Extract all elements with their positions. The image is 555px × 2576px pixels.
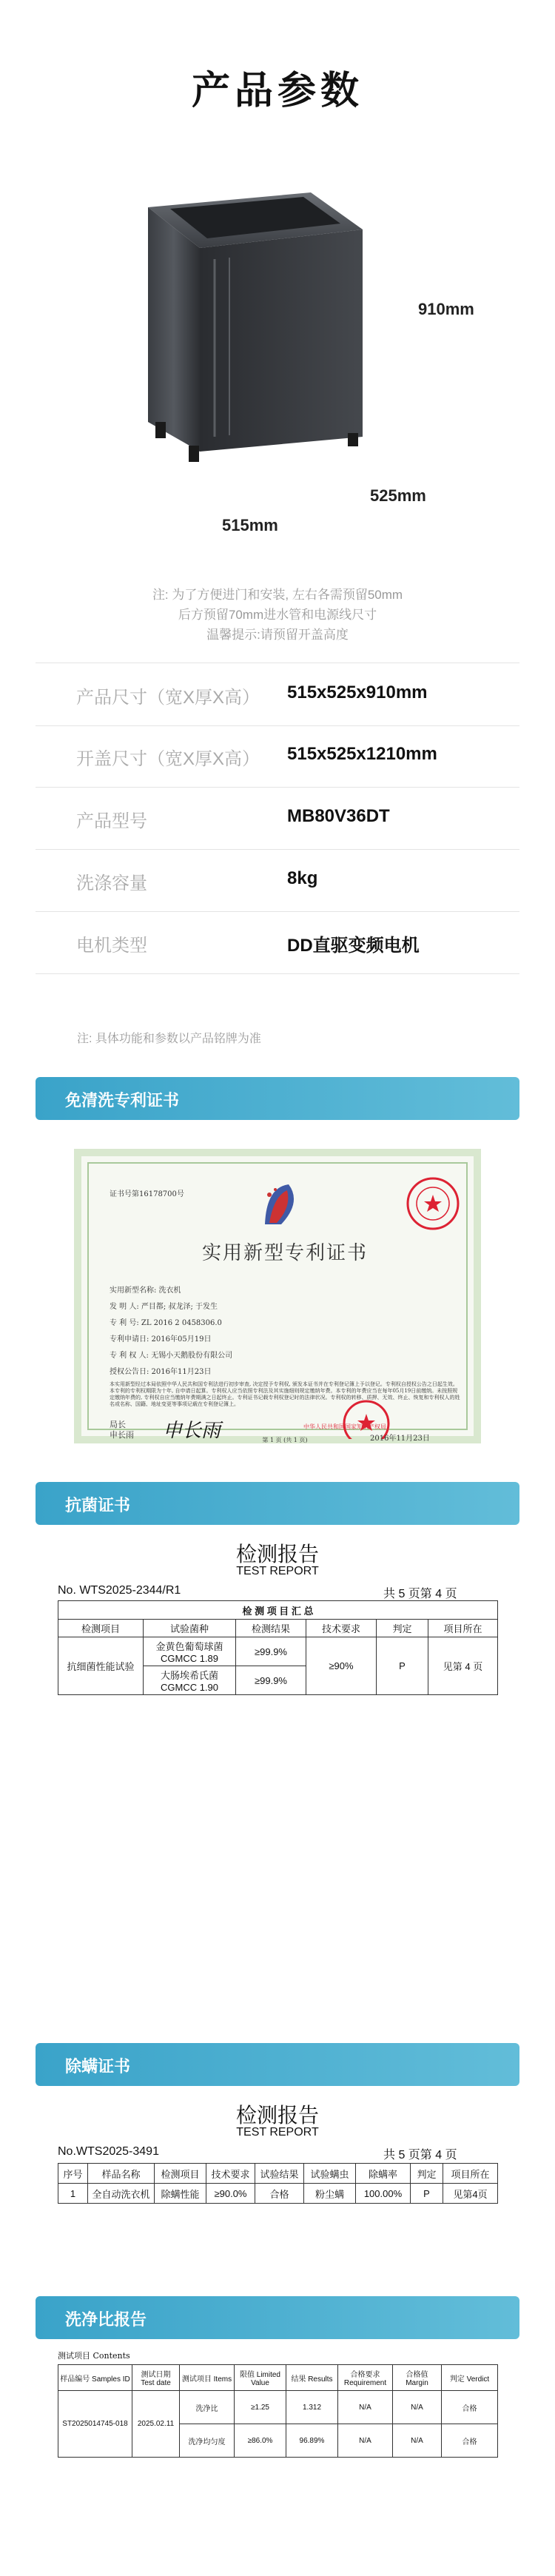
height-dimension: 910mm <box>418 300 474 318</box>
table-cell: 96.89% <box>286 2424 338 2458</box>
table-header: 判定 <box>411 2164 443 2184</box>
table-cell: 合格 <box>442 2424 498 2458</box>
table-header: 技术要求 <box>306 1620 377 1637</box>
table-cell: ≥86.0% <box>235 2424 286 2458</box>
specs-footnote: 注: 具体功能和参数以产品铭牌为准 <box>77 1033 261 1045</box>
table-header: 技术要求 <box>206 2164 255 2184</box>
table-header: 样品编号 Samples ID <box>58 2365 132 2391</box>
section-bar-antibacterial <box>36 1482 519 1525</box>
cert-line: 授权公告日: 2016年11月23日 <box>110 1368 212 1376</box>
table-cell: 2025.02.11 <box>132 2391 180 2458</box>
table-header: 合格要求 Requirement <box>338 2365 393 2391</box>
mite-table <box>58 2163 498 2204</box>
spec-row <box>36 911 519 974</box>
table-cell: 洗净均匀度 <box>180 2424 235 2458</box>
cert-line: 专利申请日: 2016年05月19日 <box>110 1335 212 1344</box>
spec-row <box>36 787 519 850</box>
cert-page: 第 1 页 (共 1 页) <box>262 1437 308 1443</box>
signature: 申长雨 <box>163 1420 221 1442</box>
table-cell: 见第4页 <box>443 2184 498 2204</box>
width-dimension: 515mm <box>222 516 278 534</box>
depth-dimension: 525mm <box>370 486 426 505</box>
spec-label: 产品尺寸（宽X厚X高） <box>76 688 260 708</box>
install-note-1: 注: 为了方便进门和安装, 左右各需预留50mm <box>152 588 403 602</box>
cert-border <box>87 1162 468 1443</box>
table-header: 判定 Verdict <box>442 2365 498 2391</box>
cert-line: 发 明 人: 严目都; 叔龙泽; 于发生 <box>110 1303 218 1311</box>
spec-label: 洗涤容量 <box>76 873 147 893</box>
antibacterial-report <box>36 1532 519 1693</box>
spec-value: MB80V36DT <box>287 806 390 826</box>
table-header: 试验菌种 <box>144 1620 236 1637</box>
page-title: 产品参数 <box>191 70 363 113</box>
table-header: 样品名称 <box>88 2164 155 2184</box>
table-header: 测试日期 Test date <box>132 2365 180 2391</box>
table-header: 检测结果 <box>236 1620 306 1637</box>
section-bar-patent <box>36 1077 519 1120</box>
table-cell: 1 <box>58 2184 88 2204</box>
cert-title: 实用新型专利证书 <box>201 1242 368 1264</box>
table-cell: N/A <box>338 2391 393 2424</box>
cert-number: 证书号第16178700号 <box>110 1190 184 1198</box>
table-cell: 除螨性能 <box>155 2184 206 2204</box>
report-subtitle: TEST REPORT <box>236 2126 319 2139</box>
spec-row <box>36 725 519 788</box>
table-cell: 全自动洗衣机 <box>88 2184 155 2204</box>
clean-table <box>58 2364 498 2458</box>
install-note-2: 后方预留70mm进水管和电源线尺寸 <box>178 608 377 622</box>
table-header: 序号 <box>58 2164 88 2184</box>
install-note-3: 温馨提示:请预留开盖高度 <box>206 628 349 642</box>
table-cell: 合格 <box>255 2184 304 2204</box>
spec-label: 电机类型 <box>76 936 147 956</box>
table-cell: 洗净比 <box>180 2391 235 2424</box>
washing-machine-image <box>118 155 444 474</box>
section-title: 洗净比报告 <box>65 2310 147 2329</box>
table-cell: 金黄色葡萄球菌 CGMCC 1.89 <box>144 1637 236 1666</box>
cert-line: 专 利 号: ZL 2016 2 0458306.0 <box>110 1319 222 1327</box>
table-cell: P <box>377 1637 428 1695</box>
table-cell: ≥99.9% <box>236 1637 306 1666</box>
table-cell: ST2025014745-018 <box>58 2391 132 2458</box>
section-title: 除螨证书 <box>65 2057 131 2076</box>
table-header: 判定 <box>377 1620 428 1637</box>
table-header: 合格值 Margin <box>393 2365 442 2391</box>
table-header: 试验螨虫 <box>304 2164 356 2184</box>
table-cell: ≥99.9% <box>236 1666 306 1695</box>
table-cell: N/A <box>393 2391 442 2424</box>
cert-body: 本实用新型经过本局依照中华人民共和国专利法进行初步审查, 决定授予专利权, 颁发本证书并在专利登记簿上予以登记。专利权自授权公告之日起生效。本专利的专利权期限为十年, 自申请日起算。专利权人应当依照专利法及其实施细则规定缴纳年费。本专利的年费应当在每年05月19日前缴纳。未按照规定缴纳年费的, 专利权自应当缴纳年费期满之日起终止。专利证书记载专利权登记时的法律状况。专利权的转移、质押、无效、终止、恢复和专利权人的姓名或名称、国籍、地址变更等事项记载在专利登记簿上。 <box>110 1381 460 1407</box>
cert-line: 实用新型名称: 洗衣机 <box>110 1287 181 1295</box>
spec-label: 产品型号 <box>76 811 147 831</box>
section-title: 抗菌证书 <box>65 1496 131 1515</box>
table-header: 除螨率 <box>356 2164 411 2184</box>
table-cell: 抗细菌性能试验 <box>58 1637 144 1695</box>
report-title: 检测报告 <box>235 1542 319 1566</box>
patent-certificate <box>74 1149 481 1443</box>
report-page: 共 5 页第 4 页 <box>383 2149 457 2161</box>
table-cell: 合格 <box>442 2391 498 2424</box>
report-title: 检测报告 <box>235 2103 319 2127</box>
emblem-icon <box>259 1180 303 1229</box>
table-cell: ≥90.0% <box>206 2184 255 2204</box>
spec-value: 8kg <box>287 868 318 888</box>
antibacterial-table <box>58 1600 498 1695</box>
spec-value: DD直驱变频电机 <box>287 936 420 956</box>
report-page: 共 5 页第 4 页 <box>383 1588 457 1600</box>
table-cell: P <box>411 2184 443 2204</box>
spec-value: 515x525x910mm <box>287 682 428 702</box>
cert-line: 专 利 权 人: 无锡小天鹅股份有限公司 <box>110 1352 233 1360</box>
signer-name: 申长雨 <box>110 1430 134 1440</box>
table-cell: 大肠埃希氏菌 CGMCC 1.90 <box>144 1666 236 1695</box>
clean-report <box>36 2347 519 2480</box>
table-cell: 1.312 <box>286 2391 338 2424</box>
table-summary: 检 测 项 目 汇 总 <box>58 1601 498 1620</box>
table-cell: ≥90% <box>306 1637 377 1695</box>
spec-row <box>36 663 519 726</box>
red-seal-top <box>403 1174 462 1233</box>
signer-role: 局长 <box>110 1420 126 1429</box>
table-cell: N/A <box>393 2424 442 2458</box>
table-cell: 见第 4 页 <box>428 1637 498 1695</box>
section-bar-clean <box>36 2296 519 2339</box>
table-cell: 粉尘螨 <box>304 2184 356 2204</box>
table-header: 项目所在 <box>428 1620 498 1637</box>
table-header: 检测项目 <box>58 1620 144 1637</box>
table-header: 试验结果 <box>255 2164 304 2184</box>
cert-date: 2016年11月23日 <box>370 1435 430 1443</box>
spec-label: 开盖尺寸（宽X厚X高） <box>76 749 260 769</box>
table-header: 测试项目 Items <box>180 2365 235 2391</box>
report-subtitle: TEST REPORT <box>236 1565 319 1577</box>
report-number: No.WTS2025-3491 <box>58 2145 159 2158</box>
table-cell: N/A <box>338 2424 393 2458</box>
spec-value: 515x525x1210mm <box>287 744 437 764</box>
table-cell: ≥1.25 <box>235 2391 286 2424</box>
section-bar-mite <box>36 2043 519 2086</box>
report-number: No. WTS2025-2344/R1 <box>58 1584 181 1597</box>
spec-row <box>36 849 519 912</box>
seal-text: 中华人民共和国国家知识产权局 <box>303 1423 386 1430</box>
table-cell: 100.00% <box>356 2184 411 2204</box>
table-header: 结果 Results <box>286 2365 338 2391</box>
table-header: 检测项目 <box>155 2164 206 2184</box>
report-section: 测试项目 Contents <box>58 2351 130 2361</box>
table-header: 项目所在 <box>443 2164 498 2184</box>
mite-report <box>36 2093 519 2212</box>
section-title: 免清洗专利证书 <box>65 1091 180 1110</box>
table-header: 限值 Limited Value <box>235 2365 286 2391</box>
